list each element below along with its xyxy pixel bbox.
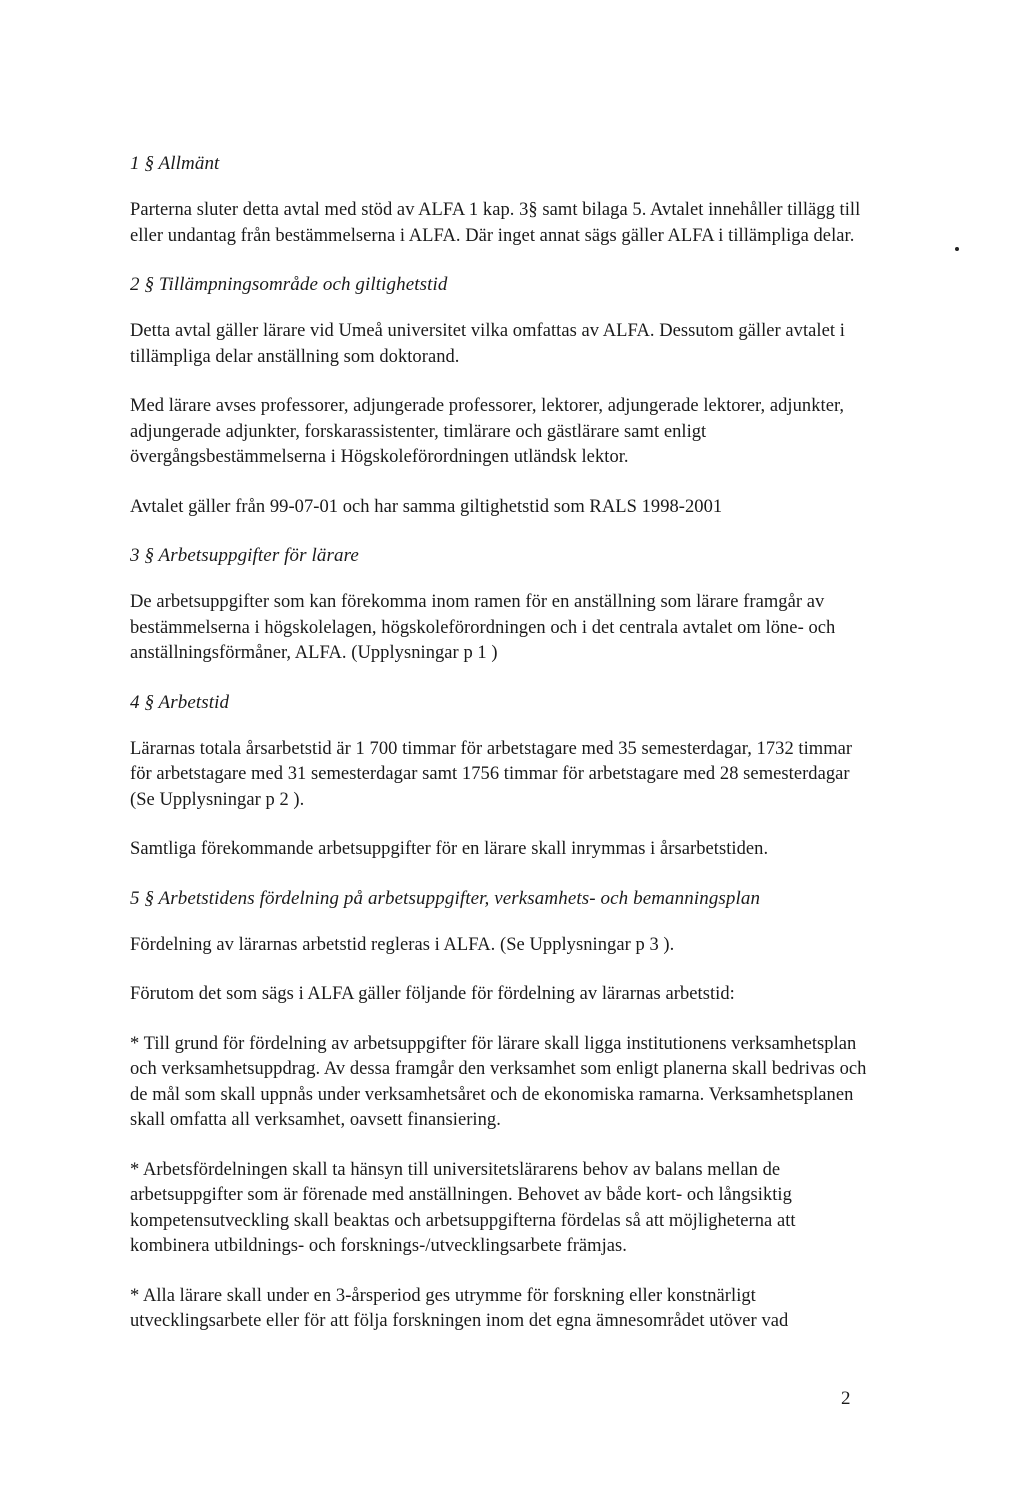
paragraph: Lärarnas totala årsarbetstid är 1 700 timmar för arbetstagare med 35 semesterdagar, 1732 timmar för arbetstagare med 31 semesterdagar samt 1756 timmar för arbetstagare med 28 semesterdagar (Se Upplysningar p 2 ). (130, 738, 853, 810)
section-arbetsuppgifter (130, 544, 875, 667)
section-arbetstid (130, 691, 875, 863)
paragraph: Förutom det som sägs i ALFA gäller följande för fördelning av lärarnas arbetstid: (130, 984, 735, 1004)
paragraph: Samtliga förekommande arbetsuppgifter för en lärare skall inrymmas i årsarbetstiden. (130, 839, 769, 859)
paragraph: Detta avtal gäller lärare vid Umeå universitet vilka omfattas av ALFA. Dessutom gäller avtalet i tillämpliga delar anställning som doktorand. (130, 321, 845, 367)
section-heading: 3 § Arbetsuppgifter för lärare (130, 545, 359, 566)
stray-mark (955, 247, 959, 251)
document-body (130, 152, 875, 1335)
paragraph: Parterna sluter detta avtal med stöd av ALFA 1 kap. 3§ samt bilaga 5. Avtalet innehåller tillägg till eller undantag från bestämmelserna i ALFA. Där inget annat sägs gäller ALFA i tillämpliga delar. (130, 200, 861, 246)
bullet-paragraph: * Alla lärare skall under en 3-årsperiod ges utrymme för forskning eller konstnärligt utvecklingsarbete eller för att följa forskningen inom det egna ämnesområdet utöver vad (130, 1285, 789, 1331)
bullet-paragraph: * Arbetsfördelningen skall ta hänsyn till universitetslärarens behov av balans mellan de arbetsuppgifter som är förenade med anställningen. Behovet av både kort- och långsiktig kompetensutveckling skall beaktas och arbetsuppgifterna fördelas så att möjligheterna att kombinera utbildnings- och forsknings-/utvecklingsarbete främjas. (130, 1159, 796, 1256)
section-heading: 2 § Tillämpningsområde och giltighetstid (130, 274, 448, 295)
section-arbetstidens-fordelning (130, 887, 875, 1335)
paragraph: Avtalet gäller från 99-07-01 och har samma giltighetstid som RALS 1998-2001 (130, 496, 723, 517)
section-heading: 1 § Allmänt (130, 153, 220, 174)
section-allmant (130, 152, 875, 249)
section-heading: 5 § Arbetstidens fördelning på arbetsuppgifter, verksamhets- och bemanningsplan (130, 887, 761, 909)
section-tillampningsomrade (130, 273, 875, 520)
paragraph: Fördelning av lärarnas arbetstid regleras i ALFA. (Se Upplysningar p 3 ). (130, 934, 675, 955)
paragraph: Med lärare avses professorer, adjungerade professorer, lektorer, adjungerade lektorer, adjunkter, adjungerade adjunkter, forskarassistenter, timlärare och gästlärare samt enligt övergångsbestämmelserna i Högskoleförordningen utländsk lektor. (130, 396, 845, 467)
bullet-paragraph: * Till grund för fördelning av arbetsuppgifter för lärare skall ligga institutionens verksamhetsplan och verksamhetsuppdrag. Av dessa framgår den verksamhet som enligt planerna skall bedrivas och de mål som skall uppnås under verksamhetsåret och de ekonomiska ramarna. Verksamhetsplanen skall omfatta all verksamhet, oavsett finansiering. (130, 1033, 867, 1130)
page-number: 2 (841, 1388, 851, 1409)
paragraph: De arbetsuppgifter som kan förekomma inom ramen för en anställning som lärare framgår av bestämmelserna i högskolelagen, högskoleförordningen och i det centrala avtalet om löne- och anställningsförmåner, ALFA. (Upplysningar p 1 ) (130, 592, 836, 663)
section-heading: 4 § Arbetstid (130, 691, 230, 713)
